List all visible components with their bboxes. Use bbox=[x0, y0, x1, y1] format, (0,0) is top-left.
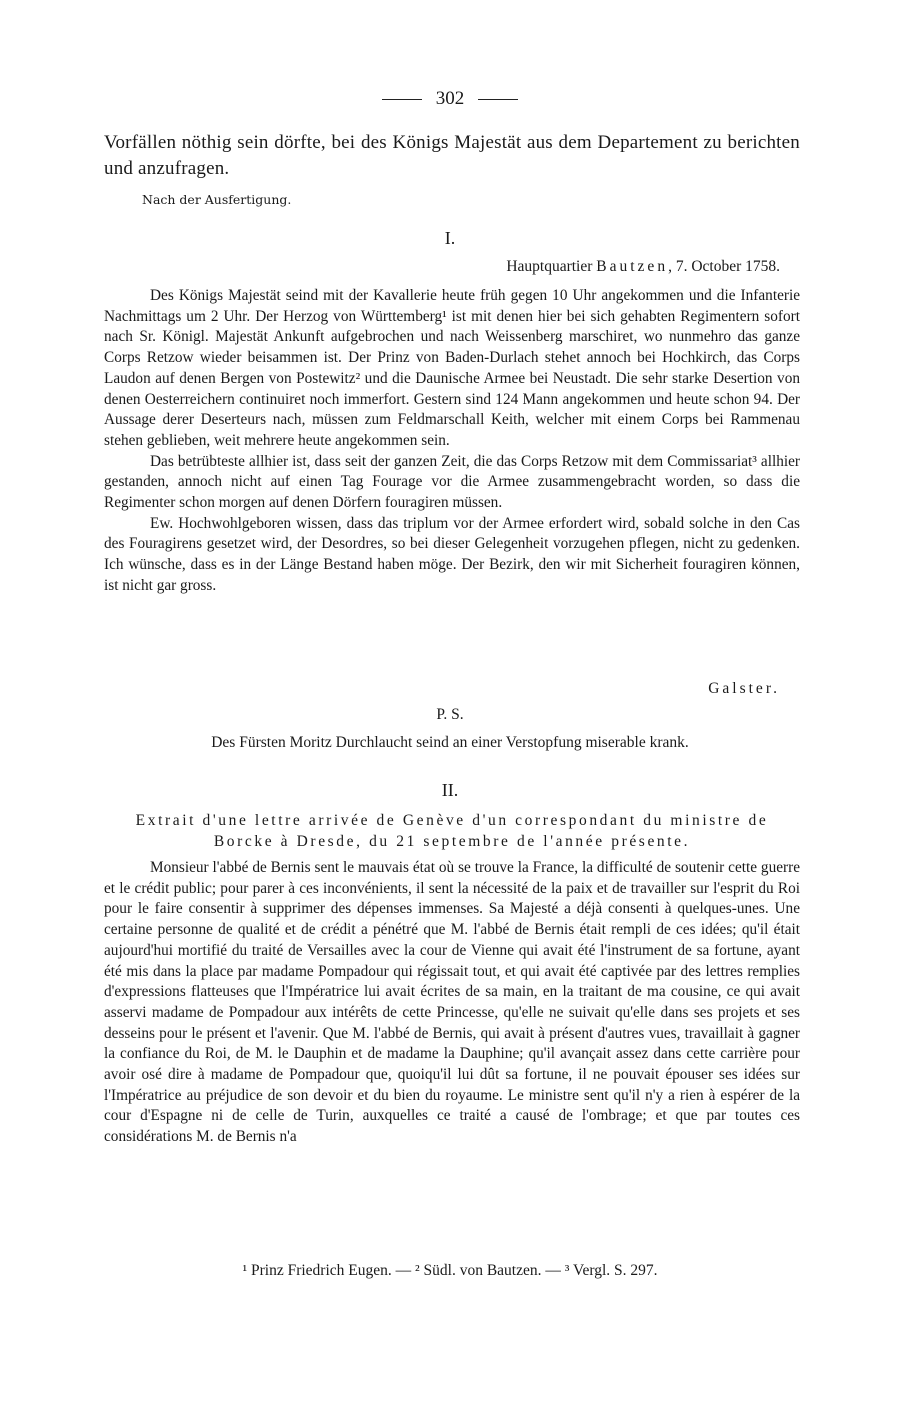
page-number: 302 bbox=[435, 88, 465, 109]
section-two-body bbox=[104, 858, 800, 1148]
section-two-numeral: II. bbox=[441, 780, 459, 800]
header-dash-right bbox=[478, 99, 518, 100]
ps-heading: P. S. bbox=[436, 706, 464, 723]
source-note: Nach der Ausfertigung. bbox=[142, 192, 292, 207]
section-one-body bbox=[104, 286, 800, 597]
dateline-place: Bautzen bbox=[596, 258, 669, 275]
ps-text: Des Fürsten Moritz Durchlaucht seind an einer Verstopfung miserable krank. bbox=[211, 734, 689, 751]
lead-text: Vorfällen nöthig sein dörfte, bei des Königs Majestät aus dem Departement zu berichten und anzufragen. bbox=[104, 132, 800, 179]
dateline bbox=[506, 258, 780, 276]
page-header bbox=[0, 88, 900, 110]
paragraph: Des Königs Majestät seind mit der Kavallerie heute früh gegen 10 Uhr angekommen und die Infanterie Nachmittags um 2 Uhr. Der Herzog von Württemberg¹ ist mit denen hier bei sich gehabten Regimentern sofort nach Sr. Königl. Majestät Ankunft aufgebrochen und nach Weissenberg marschiret, wo nunmehro das ganze Corps Retzow wieder beisammen ist. Der Prinz von Baden-Durlach stehet annoch bei Hochkirch, das Corps Laudon auf denen Bergen von Postewitz² und die Daunische Armee bei Neustadt. Die sehr starke Desertion von denen Oesterreichern continuiret noch immerfort. Gestern sind 124 Mann angekommen und heute schon 94. Der Aussage derer Deserteurs nach, müssen zum Feldmarschall Keith, welcher mit einem Corps bei Rammenau stehen geblieben, weit mehrere heute angekommen sein. bbox=[104, 287, 800, 449]
footnotes: ¹ Prinz Friedrich Eugen. — ² Südl. von Bautzen. — ³ Vergl. S. 297. bbox=[242, 1262, 658, 1279]
paragraph: Ew. Hochwohlgeboren wissen, dass das triplum vor der Armee erfordert wird, sobald solche in den Cas des Fouragirens gesetzet wird, der Desordres, so bei dieser Gelegenheit vorzugehen pflegen, nicht zu gedenken. Ich wünsche, dass es in der Länge Bestand haben möge. Der Bezirk, den wir mit Sicherheit fouragiren können, ist nicht gar gross. bbox=[104, 514, 800, 594]
header-dash-left bbox=[382, 99, 422, 100]
section-one-numeral: I. bbox=[444, 228, 456, 248]
section-two-heading: Extrait d'une lettre arrivée de Genève d'un correspondant du ministre de Borcke à Dresde, du 21 septembre de l'année présente. bbox=[135, 812, 769, 850]
paragraph: Monsieur l'abbé de Bernis sent le mauvais état où se trouve la France, la difficulté de soutenir cette guerre et le crédit public; pour parer à ces inconvénients, il sent la nécessité de la paix et de travailler sur l'esprit du Roi pour le faire consentir à supprimer des dépenses immenses. Sa Majesté a déjà consenti à quelques-unes. Une certaine personne de qualité et de crédit a pénétré que M. l'abbé de Bernis était rempli de ces idées; qu'il était aujourd'hui mortifié du traité de Versailles avec la cour de Vienne qui avait été l'instrument de sa fortune, ayant été mis dans la place par madame Pompadour qui régissait tout, et qui avait été captivée par des lettres remplies d'expressions flatteuses que l'Impératrice lui avait écrites de sa main, en la traitant de ma cousine, ce qui avait asservi madame de Pompadour aux intérêts de cette Princesse, qu'elle ne suivait qu'elle dans ses projets et ses desseins pour le présent et l'avenir. Que M. l'abbé de Bernis, qui avait à présent d'autres vues, travaillait à gagner la confiance du Roi, de M. le Dauphin et de madame la Dauphine; qu'il avançait assez dans cette carrière pour avoir osé dire à madame de Pompadour que, quoiqu'il lui dût sa fortune, il ne pouvait épouser ses idées sur l'Impératrice au préjudice de son devoir et du bien du royaume. Le ministre sent qu'il n'y a rien à espérer de la cour d'Espagne ni de celle de Turin, auxquelles ce traité a causé de l'ombrage; et que par toutes ces considérations M. de Bernis n'a bbox=[104, 859, 800, 1146]
dateline-date: , 7. October 1758. bbox=[668, 258, 780, 275]
signature: Galster. bbox=[708, 680, 780, 697]
dateline-prefix: Hauptquartier bbox=[506, 258, 593, 275]
paragraph: Das betrübteste allhier ist, dass seit der ganzen Zeit, die das Corps Retzow mit dem Commissariat³ allhier gestanden, annoch nicht auf einen Tag Fourage vor die Armee zusammengebracht worden, so dass die Regimenter schon morgen auf denen Dörfern fouragiren müssen. bbox=[104, 452, 800, 512]
